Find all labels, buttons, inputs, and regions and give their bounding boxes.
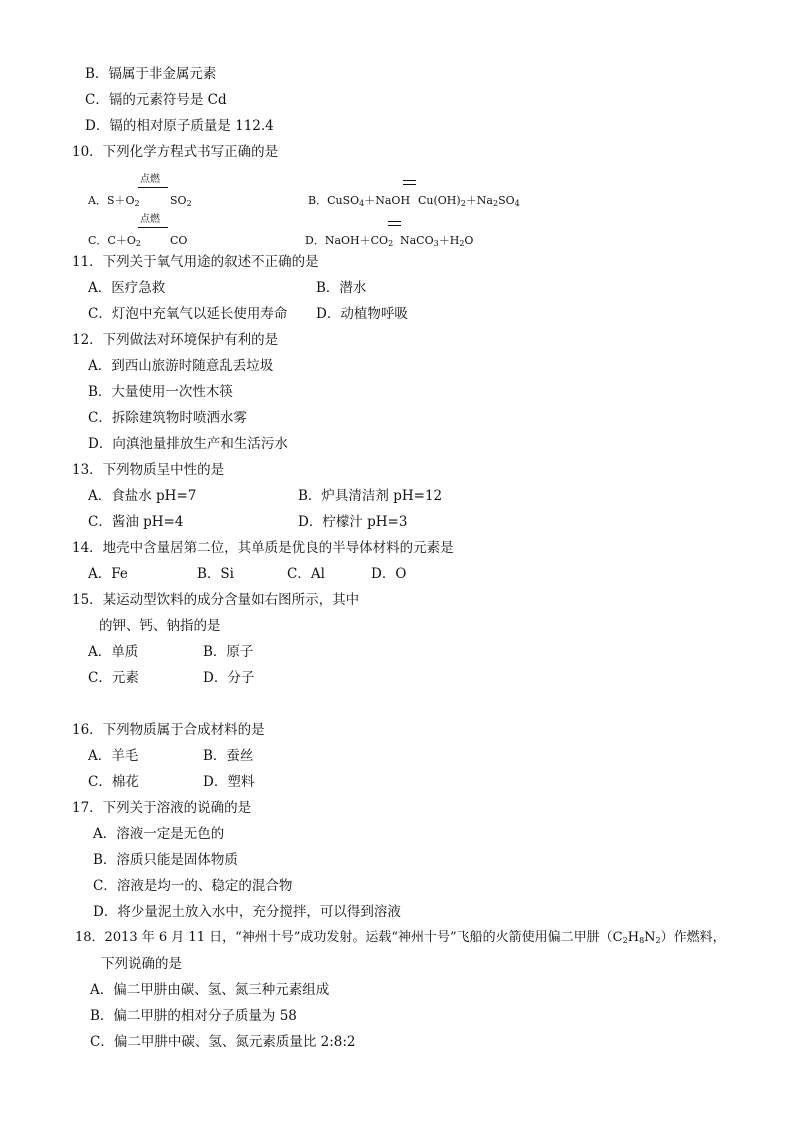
- q16-stem: 16．下列物质属于合成材料的是: [72, 722, 265, 738]
- q10-option-d: D．$NaOH+CO_2$: [305, 234, 394, 248]
- q9-option-d: D．镉的相对原子质量是 112.4: [85, 118, 274, 134]
- q10-b-product: $Cu(OH)_2+Na_2SO_4$: [418, 194, 520, 208]
- q15-stem-continued: 的钾、钙、钠指的是: [99, 618, 221, 634]
- q14-option-d: D．O: [371, 566, 407, 582]
- q15-option-a: A．单质: [88, 644, 139, 660]
- q10-c-reaction-bar: [138, 227, 168, 228]
- q13-option-d: D．柠檬汁 pH=3: [298, 514, 408, 530]
- q14-option-a: A．Fe: [88, 566, 128, 582]
- q17-stem: 17．下列关于溶液的说确的是: [72, 800, 252, 816]
- q17-option-d: D．将少量泥土放入水中，充分搅拌，可以得到溶液: [93, 904, 401, 920]
- q10-option-c: C．$C+O_2$: [88, 234, 141, 248]
- q10-a-condition: 点燃: [140, 174, 160, 185]
- q13-option-a: A．食盐水 pH=7: [88, 488, 197, 504]
- q12-stem: 12．下列做法对环境保护有利的是: [72, 332, 279, 348]
- q14-option-c: C．Al: [287, 566, 325, 582]
- q10-d-equals: [388, 221, 401, 226]
- q15-option-c: C．元素: [88, 670, 139, 686]
- q18-stem-continued: 下列说确的是: [101, 956, 182, 972]
- q11-option-c: C．灯泡中充氧气以延长使用寿命: [88, 306, 288, 322]
- q15-option-d: D．分子: [203, 670, 255, 686]
- q15-stem: 15．某运动型饮料的成分含量如右图所示，其中: [72, 592, 360, 608]
- q12-option-c: C．拆除建筑物时喷洒水雾: [88, 410, 247, 426]
- q9-option-b: B．镉属于非金属元素: [85, 66, 217, 82]
- q18-option-b: B．偏二甲肼的相对分子质量为 58: [90, 1008, 297, 1024]
- q11-stem: 11．下列关于氧气用途的叙述不正确的是: [72, 254, 319, 270]
- q16-option-c: C．棉花: [88, 774, 139, 790]
- q11-option-a: A．医疗急救: [88, 280, 166, 296]
- q14-stem: 14．地壳中含量居第二位，其单质是优良的半导体材料的元素是: [72, 540, 454, 556]
- q11-option-d: D．动植物呼吸: [316, 306, 408, 322]
- q11-option-b: B．潜水: [316, 280, 367, 296]
- q10-option-a: A．$S+O_2$: [88, 194, 140, 208]
- q12-option-d: D．向滇池量排放生产和生活污水: [88, 436, 288, 452]
- q10-stem: 10．下列化学方程式书写正确的是: [72, 144, 279, 160]
- q12-option-b: B．大量使用一次性木筷: [88, 384, 233, 400]
- q15-option-b: B．原子: [203, 644, 254, 660]
- q10-b-equals: [403, 180, 416, 185]
- q17-option-c: C．溶液是均一的、稳定的混合物: [93, 878, 293, 894]
- q13-option-c: C．酱油 pH=4: [88, 514, 184, 530]
- q13-stem: 13．下列物质呈中性的是: [72, 462, 225, 478]
- q12-option-a: A．到西山旅游时随意乱丢垃圾: [88, 358, 274, 374]
- q13-option-b: B．炉具清洁剂 pH=12: [298, 488, 443, 504]
- q9-option-c: C．镉的元素符号是 Cd: [85, 92, 227, 108]
- q18-option-c: C．偏二甲肼中碳、氢、氮元素质量比 2:8:2: [90, 1034, 356, 1050]
- q10-c-condition: 点燃: [140, 214, 160, 225]
- q16-option-d: D．塑料: [203, 774, 255, 790]
- q10-a-product: $SO_2$: [170, 194, 192, 208]
- q10-a-reaction-bar: [138, 187, 168, 188]
- q16-option-b: B．蚕丝: [203, 748, 254, 764]
- q14-option-b: B．Si: [197, 566, 234, 582]
- q17-option-b: B．溶质只能是固体物质: [93, 852, 238, 868]
- q16-option-a: A．羊毛: [88, 748, 139, 764]
- q10-c-product: CO: [170, 234, 188, 247]
- q10-option-b: B．CuSO$_4$＋NaOH: [308, 194, 411, 208]
- q17-option-a: A．溶液一定是无色的: [93, 826, 225, 842]
- q18-option-a: A．偏二甲肼由碳、氢、氮三种元素组成: [90, 982, 330, 998]
- q18-stem: 18．2013 年 6 月 11 日，“神州十号”成功发射。运载“神州十号”飞船的火箭使用偏二甲肼$(C_2H_8N_2)$作燃料，: [75, 930, 726, 945]
- q10-d-product: $NaCO_3+H_2O$: [400, 234, 474, 248]
